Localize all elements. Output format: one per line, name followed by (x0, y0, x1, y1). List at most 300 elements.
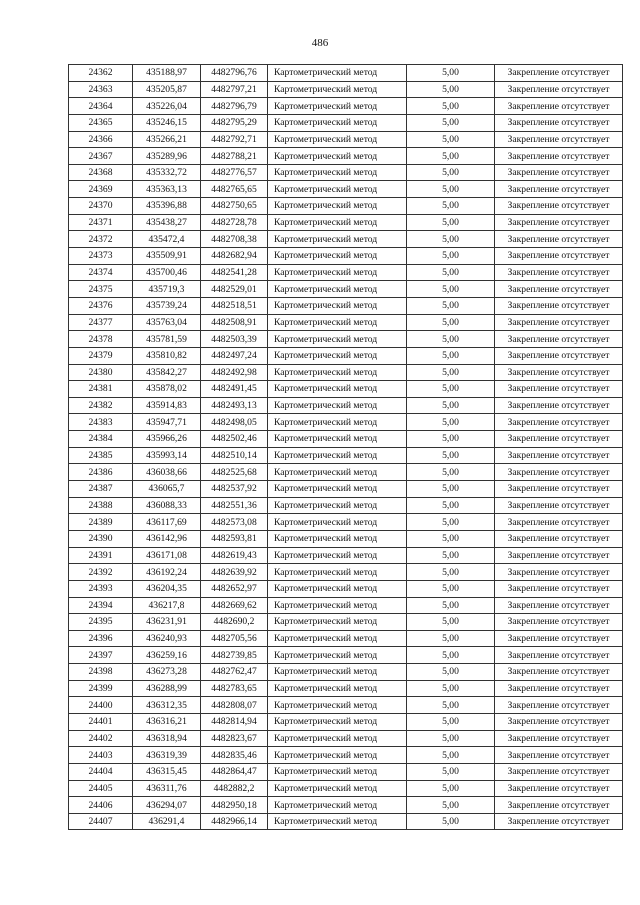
accuracy-cell: 5,00 (407, 647, 495, 664)
table-row (69, 547, 623, 564)
fixation-cell: Закрепление отсутствует (495, 281, 623, 298)
point-number-cell: 24380 (69, 364, 133, 381)
y-coordinate-cell: 4482573,08 (201, 514, 268, 531)
x-coordinate-cell: 435878,02 (133, 381, 201, 398)
fixation-cell: Закрепление отсутствует (495, 181, 623, 198)
y-coordinate-cell: 4482497,24 (201, 347, 268, 364)
accuracy-cell: 5,00 (407, 264, 495, 281)
y-coordinate-cell: 4482750,65 (201, 198, 268, 215)
method-cell: Картометрический метод (268, 314, 407, 331)
fixation-cell: Закрепление отсутствует (495, 713, 623, 730)
accuracy-cell: 5,00 (407, 614, 495, 631)
accuracy-cell: 5,00 (407, 181, 495, 198)
table-row (69, 614, 623, 631)
accuracy-cell: 5,00 (407, 214, 495, 231)
point-number-cell: 24362 (69, 65, 133, 82)
fixation-cell: Закрепление отсутствует (495, 647, 623, 664)
method-cell: Картометрический метод (268, 747, 407, 764)
method-cell: Картометрический метод (268, 164, 407, 181)
method-cell: Картометрический метод (268, 713, 407, 730)
y-coordinate-cell: 4482510,14 (201, 447, 268, 464)
table-row (69, 264, 623, 281)
accuracy-cell: 5,00 (407, 697, 495, 714)
x-coordinate-cell: 436065,7 (133, 481, 201, 498)
point-number-cell: 24401 (69, 713, 133, 730)
x-coordinate-cell: 436192,24 (133, 564, 201, 581)
table-row (69, 597, 623, 614)
table-row (69, 630, 623, 647)
fixation-cell: Закрепление отсутствует (495, 597, 623, 614)
x-coordinate-cell: 436231,91 (133, 614, 201, 631)
fixation-cell: Закрепление отсутствует (495, 797, 623, 814)
accuracy-cell: 5,00 (407, 131, 495, 148)
point-number-cell: 24374 (69, 264, 133, 281)
method-cell: Картометрический метод (268, 464, 407, 481)
accuracy-cell: 5,00 (407, 580, 495, 597)
fixation-cell: Закрепление отсутствует (495, 214, 623, 231)
table-row (69, 763, 623, 780)
point-number-cell: 24378 (69, 331, 133, 348)
x-coordinate-cell: 436088,33 (133, 497, 201, 514)
point-number-cell: 24365 (69, 114, 133, 131)
y-coordinate-cell: 4482498,05 (201, 414, 268, 431)
accuracy-cell: 5,00 (407, 98, 495, 115)
fixation-cell: Закрепление отсутствует (495, 98, 623, 115)
point-number-cell: 24388 (69, 497, 133, 514)
point-number-cell: 24381 (69, 381, 133, 398)
y-coordinate-cell: 4482690,2 (201, 614, 268, 631)
method-cell: Картометрический метод (268, 264, 407, 281)
accuracy-cell: 5,00 (407, 813, 495, 830)
table-row (69, 214, 623, 231)
method-cell: Картометрический метод (268, 148, 407, 165)
table-row (69, 248, 623, 265)
y-coordinate-cell: 4482639,92 (201, 564, 268, 581)
method-cell: Картометрический метод (268, 297, 407, 314)
table-row (69, 364, 623, 381)
method-cell: Картометрический метод (268, 81, 407, 98)
y-coordinate-cell: 4482795,29 (201, 114, 268, 131)
fixation-cell: Закрепление отсутствует (495, 331, 623, 348)
fixation-cell: Закрепление отсутствует (495, 481, 623, 498)
y-coordinate-cell: 4482502,46 (201, 431, 268, 448)
method-cell: Картометрический метод (268, 331, 407, 348)
point-number-cell: 24397 (69, 647, 133, 664)
point-number-cell: 24385 (69, 447, 133, 464)
x-coordinate-cell: 436315,45 (133, 763, 201, 780)
fixation-cell: Закрепление отсутствует (495, 630, 623, 647)
y-coordinate-cell: 4482823,67 (201, 730, 268, 747)
method-cell: Картометрический метод (268, 98, 407, 115)
y-coordinate-cell: 4482788,21 (201, 148, 268, 165)
y-coordinate-cell: 4482835,46 (201, 747, 268, 764)
point-number-cell: 24395 (69, 614, 133, 631)
point-number-cell: 24390 (69, 530, 133, 547)
accuracy-cell: 5,00 (407, 747, 495, 764)
accuracy-cell: 5,00 (407, 381, 495, 398)
x-coordinate-cell: 435700,46 (133, 264, 201, 281)
point-number-cell: 24407 (69, 813, 133, 830)
x-coordinate-cell: 436312,35 (133, 697, 201, 714)
point-number-cell: 24370 (69, 198, 133, 215)
y-coordinate-cell: 4482814,94 (201, 713, 268, 730)
method-cell: Картометрический метод (268, 381, 407, 398)
x-coordinate-cell: 436240,93 (133, 630, 201, 647)
fixation-cell: Закрепление отсутствует (495, 114, 623, 131)
x-coordinate-cell: 436291,4 (133, 813, 201, 830)
method-cell: Картометрический метод (268, 181, 407, 198)
point-number-cell: 24376 (69, 297, 133, 314)
x-coordinate-cell: 435810,82 (133, 347, 201, 364)
point-number-cell: 24373 (69, 248, 133, 265)
y-coordinate-cell: 4482864,47 (201, 763, 268, 780)
accuracy-cell: 5,00 (407, 730, 495, 747)
fixation-cell: Закрепление отсутствует (495, 530, 623, 547)
method-cell: Картометрический метод (268, 198, 407, 215)
x-coordinate-cell: 435289,96 (133, 148, 201, 165)
accuracy-cell: 5,00 (407, 331, 495, 348)
y-coordinate-cell: 4482882,2 (201, 780, 268, 797)
method-cell: Картометрический метод (268, 697, 407, 714)
table-row (69, 164, 623, 181)
table-row (69, 148, 623, 165)
accuracy-cell: 5,00 (407, 231, 495, 248)
accuracy-cell: 5,00 (407, 281, 495, 298)
point-number-cell: 24402 (69, 730, 133, 747)
x-coordinate-cell: 435739,24 (133, 297, 201, 314)
table-row (69, 530, 623, 547)
table-row (69, 198, 623, 215)
x-coordinate-cell: 436316,21 (133, 713, 201, 730)
x-coordinate-cell: 436204,35 (133, 580, 201, 597)
y-coordinate-cell: 4482776,57 (201, 164, 268, 181)
y-coordinate-cell: 4482796,76 (201, 65, 268, 82)
y-coordinate-cell: 4482739,85 (201, 647, 268, 664)
fixation-cell: Закрепление отсутствует (495, 614, 623, 631)
x-coordinate-cell: 435438,27 (133, 214, 201, 231)
y-coordinate-cell: 4482619,43 (201, 547, 268, 564)
y-coordinate-cell: 4482728,78 (201, 214, 268, 231)
method-cell: Картометрический метод (268, 813, 407, 830)
method-cell: Картометрический метод (268, 647, 407, 664)
y-coordinate-cell: 4482705,56 (201, 630, 268, 647)
fixation-cell: Закрепление отсутствует (495, 397, 623, 414)
method-cell: Картометрический метод (268, 797, 407, 814)
table-row (69, 481, 623, 498)
point-number-cell: 24387 (69, 481, 133, 498)
fixation-cell: Закрепление отсутствует (495, 431, 623, 448)
x-coordinate-cell: 436259,16 (133, 647, 201, 664)
method-cell: Картометрический метод (268, 131, 407, 148)
method-cell: Картометрический метод (268, 680, 407, 697)
method-cell: Картометрический метод (268, 481, 407, 498)
y-coordinate-cell: 4482551,36 (201, 497, 268, 514)
table-row (69, 281, 623, 298)
y-coordinate-cell: 4482537,92 (201, 481, 268, 498)
table-row (69, 431, 623, 448)
point-number-cell: 24368 (69, 164, 133, 181)
fixation-cell: Закрепление отсутствует (495, 297, 623, 314)
point-number-cell: 24386 (69, 464, 133, 481)
x-coordinate-cell: 435472,4 (133, 231, 201, 248)
y-coordinate-cell: 4482492,98 (201, 364, 268, 381)
y-coordinate-cell: 4482491,45 (201, 381, 268, 398)
y-coordinate-cell: 4482796,79 (201, 98, 268, 115)
point-number-cell: 24372 (69, 231, 133, 248)
fixation-cell: Закрепление отсутствует (495, 65, 623, 82)
fixation-cell: Закрепление отсутствует (495, 680, 623, 697)
accuracy-cell: 5,00 (407, 414, 495, 431)
x-coordinate-cell: 435719,3 (133, 281, 201, 298)
fixation-cell: Закрепление отсутствует (495, 747, 623, 764)
x-coordinate-cell: 436294,07 (133, 797, 201, 814)
table-row (69, 131, 623, 148)
y-coordinate-cell: 4482966,14 (201, 813, 268, 830)
point-number-cell: 24364 (69, 98, 133, 115)
accuracy-cell: 5,00 (407, 797, 495, 814)
table-row (69, 497, 623, 514)
method-cell: Картометрический метод (268, 630, 407, 647)
table-row (69, 65, 623, 82)
y-coordinate-cell: 4482765,65 (201, 181, 268, 198)
fixation-cell: Закрепление отсутствует (495, 198, 623, 215)
y-coordinate-cell: 4482950,18 (201, 797, 268, 814)
accuracy-cell: 5,00 (407, 497, 495, 514)
accuracy-cell: 5,00 (407, 314, 495, 331)
accuracy-cell: 5,00 (407, 780, 495, 797)
point-number-cell: 24393 (69, 580, 133, 597)
accuracy-cell: 5,00 (407, 530, 495, 547)
x-coordinate-cell: 436171,08 (133, 547, 201, 564)
point-number-cell: 24379 (69, 347, 133, 364)
method-cell: Картометрический метод (268, 580, 407, 597)
table-row (69, 297, 623, 314)
accuracy-cell: 5,00 (407, 547, 495, 564)
table-row (69, 514, 623, 531)
y-coordinate-cell: 4482503,39 (201, 331, 268, 348)
x-coordinate-cell: 435266,21 (133, 131, 201, 148)
point-number-cell: 24403 (69, 747, 133, 764)
point-number-cell: 24371 (69, 214, 133, 231)
fixation-cell: Закрепление отсутствует (495, 81, 623, 98)
x-coordinate-cell: 435332,72 (133, 164, 201, 181)
accuracy-cell: 5,00 (407, 447, 495, 464)
method-cell: Картометрический метод (268, 597, 407, 614)
table-row (69, 647, 623, 664)
accuracy-cell: 5,00 (407, 664, 495, 681)
method-cell: Картометрический метод (268, 281, 407, 298)
table-row (69, 381, 623, 398)
x-coordinate-cell: 436288,99 (133, 680, 201, 697)
x-coordinate-cell: 436273,28 (133, 664, 201, 681)
fixation-cell: Закрепление отсутствует (495, 730, 623, 747)
point-number-cell: 24394 (69, 597, 133, 614)
accuracy-cell: 5,00 (407, 514, 495, 531)
method-cell: Картометрический метод (268, 364, 407, 381)
accuracy-cell: 5,00 (407, 431, 495, 448)
method-cell: Картометрический метод (268, 214, 407, 231)
fixation-cell: Закрепление отсутствует (495, 248, 623, 265)
point-number-cell: 24369 (69, 181, 133, 198)
point-number-cell: 24406 (69, 797, 133, 814)
method-cell: Картометрический метод (268, 730, 407, 747)
y-coordinate-cell: 4482529,01 (201, 281, 268, 298)
y-coordinate-cell: 4482708,38 (201, 231, 268, 248)
fixation-cell: Закрепление отсутствует (495, 148, 623, 165)
method-cell: Картометрический метод (268, 65, 407, 82)
table-row (69, 231, 623, 248)
x-coordinate-cell: 436311,76 (133, 780, 201, 797)
x-coordinate-cell: 435246,15 (133, 114, 201, 131)
accuracy-cell: 5,00 (407, 481, 495, 498)
x-coordinate-cell: 436038,66 (133, 464, 201, 481)
y-coordinate-cell: 4482808,07 (201, 697, 268, 714)
fixation-cell: Закрепление отсутствует (495, 347, 623, 364)
table-row (69, 780, 623, 797)
accuracy-cell: 5,00 (407, 464, 495, 481)
fixation-cell: Закрепление отсутствует (495, 381, 623, 398)
x-coordinate-cell: 435966,26 (133, 431, 201, 448)
x-coordinate-cell: 435205,87 (133, 81, 201, 98)
method-cell: Картометрический метод (268, 447, 407, 464)
point-number-cell: 24366 (69, 131, 133, 148)
method-cell: Картометрический метод (268, 497, 407, 514)
y-coordinate-cell: 4482518,51 (201, 297, 268, 314)
y-coordinate-cell: 4482541,28 (201, 264, 268, 281)
y-coordinate-cell: 4482797,21 (201, 81, 268, 98)
fixation-cell: Закрепление отсутствует (495, 813, 623, 830)
method-cell: Картометрический метод (268, 347, 407, 364)
table-row (69, 664, 623, 681)
fixation-cell: Закрепление отсутствует (495, 580, 623, 597)
x-coordinate-cell: 435763,04 (133, 314, 201, 331)
method-cell: Картометрический метод (268, 664, 407, 681)
x-coordinate-cell: 435509,91 (133, 248, 201, 265)
point-number-cell: 24377 (69, 314, 133, 331)
fixation-cell: Закрепление отсутствует (495, 763, 623, 780)
accuracy-cell: 5,00 (407, 564, 495, 581)
method-cell: Картометрический метод (268, 547, 407, 564)
method-cell: Картометрический метод (268, 530, 407, 547)
point-number-cell: 24405 (69, 780, 133, 797)
fixation-cell: Закрепление отсутствует (495, 547, 623, 564)
fixation-cell: Закрепление отсутствует (495, 314, 623, 331)
accuracy-cell: 5,00 (407, 164, 495, 181)
point-number-cell: 24363 (69, 81, 133, 98)
accuracy-cell: 5,00 (407, 597, 495, 614)
fixation-cell: Закрепление отсутствует (495, 564, 623, 581)
table-row (69, 331, 623, 348)
accuracy-cell: 5,00 (407, 198, 495, 215)
method-cell: Картометрический метод (268, 780, 407, 797)
fixation-cell: Закрепление отсутствует (495, 264, 623, 281)
method-cell: Картометрический метод (268, 397, 407, 414)
x-coordinate-cell: 435842,27 (133, 364, 201, 381)
accuracy-cell: 5,00 (407, 397, 495, 414)
method-cell: Картометрический метод (268, 414, 407, 431)
x-coordinate-cell: 435993,14 (133, 447, 201, 464)
fixation-cell: Закрепление отсутствует (495, 447, 623, 464)
x-coordinate-cell: 436217,8 (133, 597, 201, 614)
coordinates-table (68, 64, 623, 830)
x-coordinate-cell: 435781,59 (133, 331, 201, 348)
y-coordinate-cell: 4482652,97 (201, 580, 268, 597)
table-row (69, 397, 623, 414)
method-cell: Картометрический метод (268, 231, 407, 248)
x-coordinate-cell: 435396,88 (133, 198, 201, 215)
method-cell: Картометрический метод (268, 564, 407, 581)
point-number-cell: 24384 (69, 431, 133, 448)
point-number-cell: 24392 (69, 564, 133, 581)
accuracy-cell: 5,00 (407, 763, 495, 780)
fixation-cell: Закрепление отсутствует (495, 664, 623, 681)
y-coordinate-cell: 4482493,13 (201, 397, 268, 414)
fixation-cell: Закрепление отсутствует (495, 164, 623, 181)
table-row (69, 347, 623, 364)
y-coordinate-cell: 4482682,94 (201, 248, 268, 265)
method-cell: Картометрический метод (268, 114, 407, 131)
accuracy-cell: 5,00 (407, 297, 495, 314)
point-number-cell: 24391 (69, 547, 133, 564)
accuracy-cell: 5,00 (407, 114, 495, 131)
table-row (69, 464, 623, 481)
accuracy-cell: 5,00 (407, 364, 495, 381)
point-number-cell: 24396 (69, 630, 133, 647)
x-coordinate-cell: 435914,83 (133, 397, 201, 414)
accuracy-cell: 5,00 (407, 630, 495, 647)
table-row (69, 98, 623, 115)
method-cell: Картометрический метод (268, 614, 407, 631)
point-number-cell: 24398 (69, 664, 133, 681)
table-row (69, 564, 623, 581)
point-number-cell: 24383 (69, 414, 133, 431)
table-row (69, 747, 623, 764)
table-row (69, 797, 623, 814)
fixation-cell: Закрепление отсутствует (495, 464, 623, 481)
y-coordinate-cell: 4482593,81 (201, 530, 268, 547)
y-coordinate-cell: 4482508,91 (201, 314, 268, 331)
fixation-cell: Закрепление отсутствует (495, 131, 623, 148)
table-body (69, 65, 623, 830)
table-row (69, 114, 623, 131)
page-number: 486 (311, 37, 329, 49)
method-cell: Картометрический метод (268, 763, 407, 780)
point-number-cell: 24375 (69, 281, 133, 298)
point-number-cell: 24367 (69, 148, 133, 165)
y-coordinate-cell: 4482783,65 (201, 680, 268, 697)
fixation-cell: Закрепление отсутствует (495, 414, 623, 431)
table-row (69, 81, 623, 98)
table-row (69, 314, 623, 331)
method-cell: Картометрический метод (268, 431, 407, 448)
x-coordinate-cell: 435226,04 (133, 98, 201, 115)
x-coordinate-cell: 435947,71 (133, 414, 201, 431)
table-row (69, 414, 623, 431)
fixation-cell: Закрепление отсутствует (495, 514, 623, 531)
point-number-cell: 24404 (69, 763, 133, 780)
x-coordinate-cell: 436117,69 (133, 514, 201, 531)
method-cell: Картометрический метод (268, 248, 407, 265)
table-row (69, 580, 623, 597)
table-row (69, 447, 623, 464)
table-row (69, 181, 623, 198)
fixation-cell: Закрепление отсутствует (495, 780, 623, 797)
y-coordinate-cell: 4482525,68 (201, 464, 268, 481)
accuracy-cell: 5,00 (407, 81, 495, 98)
accuracy-cell: 5,00 (407, 65, 495, 82)
table-row (69, 730, 623, 747)
fixation-cell: Закрепление отсутствует (495, 697, 623, 714)
